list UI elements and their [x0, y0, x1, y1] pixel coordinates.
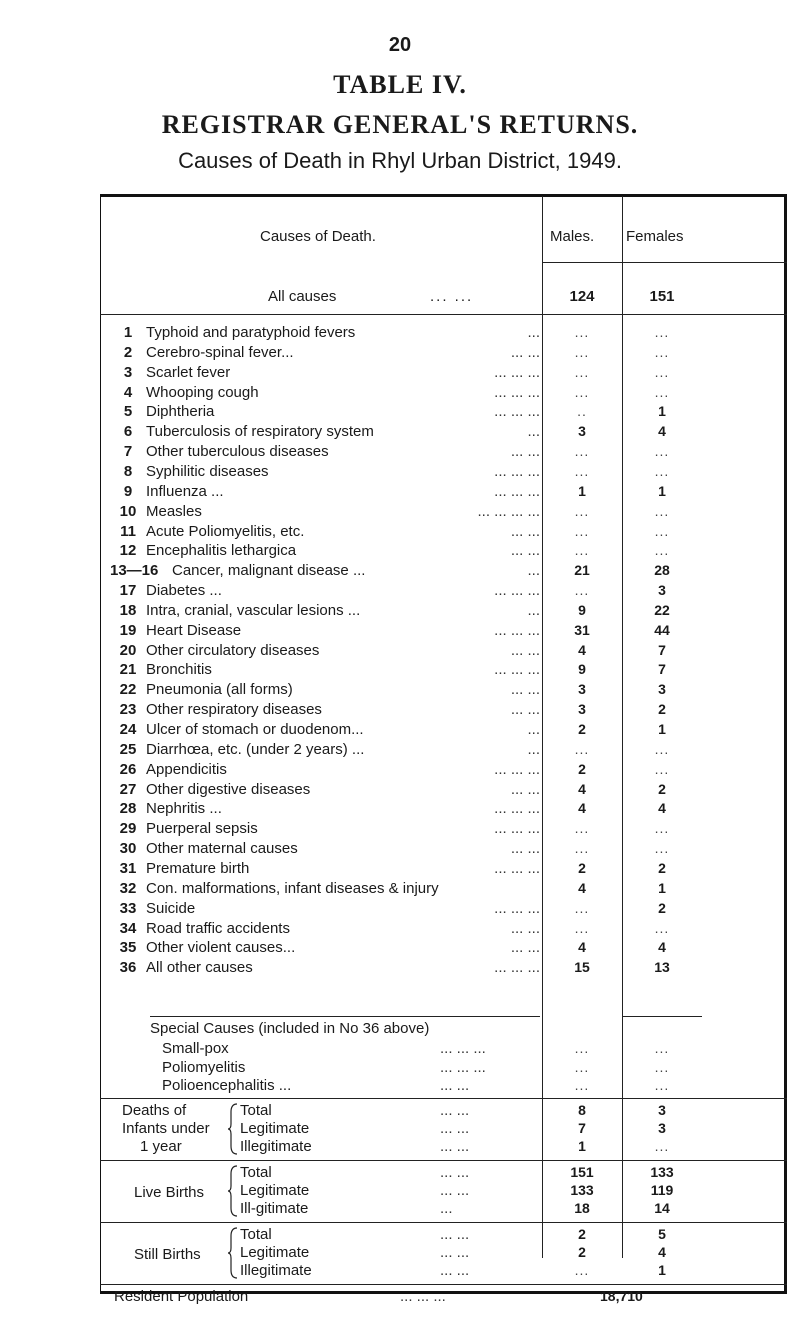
cause-row: [114, 483, 540, 503]
cause-number: 1: [123, 324, 133, 341]
cause-label: Other digestive diseases: [146, 781, 311, 798]
special-cause-dots: ... ... ...: [440, 1040, 486, 1057]
cause-row: [114, 523, 540, 543]
cause-females-value: ...: [654, 364, 670, 380]
cause-dots: ... ... ...: [494, 622, 540, 639]
cause-row: [114, 423, 540, 443]
infant-deaths-label: Total: [240, 1102, 272, 1119]
cause-dots: ... ... ...: [494, 900, 540, 917]
infant-deaths-females-value: 3: [658, 1102, 666, 1118]
cause-dots: ... ...: [510, 840, 540, 857]
cause-dots: ... ...: [510, 939, 540, 956]
cause-row: [114, 900, 540, 920]
live-births-label: Total: [240, 1164, 272, 1181]
cause-males-value: ...: [574, 324, 590, 340]
table-subtitle: REGISTRAR GENERAL'S RETURNS.: [161, 110, 639, 139]
still-births-dots: ... ...: [440, 1262, 470, 1279]
cause-label: Diphtheria: [146, 403, 215, 420]
special-cause-label: Poliomyelitis: [162, 1059, 246, 1076]
population-rule: [100, 1284, 787, 1285]
cause-number: 8: [123, 463, 133, 480]
cause-row: [114, 364, 540, 384]
cause-males-value: 3: [578, 423, 586, 439]
cause-females-value: 2: [658, 781, 666, 797]
all-causes-label: All causes: [268, 288, 337, 305]
cause-label: All other causes: [146, 959, 253, 976]
cause-number: 20: [119, 642, 137, 659]
cause-label: Intra, cranial, vascular lesions ...: [146, 602, 361, 619]
cause-label: Cerebro-spinal fever...: [146, 344, 294, 361]
cause-dots: ... ...: [510, 681, 540, 698]
population-value: 18,710: [600, 1288, 643, 1304]
cause-row: [114, 939, 540, 959]
cause-label: Syphilitic diseases: [146, 463, 269, 480]
cause-label: Nephritis ...: [146, 800, 222, 817]
cause-number: 24: [119, 721, 137, 738]
cause-males-value: ...: [574, 344, 590, 360]
cause-males-value: ...: [574, 503, 590, 519]
header-females: Females: [626, 228, 684, 245]
cause-row: [114, 622, 540, 642]
cause-number: 34: [119, 920, 137, 937]
cause-number: 18: [119, 602, 137, 619]
cause-dots: ... ... ...: [494, 403, 540, 420]
special-cause-males-value: ...: [574, 1077, 590, 1093]
cause-females-value: 28: [654, 562, 670, 578]
cause-row: [114, 761, 540, 781]
cause-males-value: 2: [578, 761, 586, 777]
cause-label: Suicide: [146, 900, 196, 917]
still-births-dots: ... ...: [440, 1226, 470, 1243]
live-births-males-value: 18: [574, 1200, 590, 1216]
live-births-dots: ... ...: [440, 1182, 470, 1199]
still-births-rule: [100, 1222, 787, 1223]
cause-dots: ... ... ...: [494, 483, 540, 500]
cause-number: 36: [119, 959, 137, 976]
live-births-brace: [228, 1164, 238, 1222]
cause-females-value: 7: [658, 642, 666, 658]
cause-males-value: ...: [574, 443, 590, 459]
live-births-females-value: 133: [650, 1164, 674, 1180]
cause-females-value: 3: [658, 582, 666, 598]
cause-females-value: ...: [654, 920, 670, 936]
live-births-label: Ill-gitimate: [240, 1200, 309, 1217]
cause-label: Premature birth: [146, 860, 250, 877]
cause-males-value: 9: [578, 602, 586, 618]
cause-dots: ... ...: [510, 920, 540, 937]
cause-dots: ... ... ...: [494, 463, 540, 480]
all-causes-rule: [100, 314, 787, 315]
cause-females-value: 1: [658, 483, 666, 499]
page-number: 20: [388, 34, 412, 56]
still-births-females-value: 1: [658, 1262, 666, 1278]
special-rule: [150, 1016, 540, 1017]
cause-label: Influenza ...: [146, 483, 224, 500]
cause-males-value: ...: [574, 900, 590, 916]
cause-number: 9: [123, 483, 133, 500]
cause-females-value: 1: [658, 403, 666, 419]
cause-row: [114, 324, 540, 344]
cause-label: Appendicitis: [146, 761, 227, 778]
cause-label: Con. malformations, infant diseases & injury: [146, 880, 439, 897]
cause-label: Road traffic accidents: [146, 920, 290, 937]
cause-dots: ... ... ...: [494, 661, 540, 678]
cause-males-value: 4: [578, 800, 586, 816]
cause-dots: ... ...: [510, 542, 540, 559]
cause-dots: ... ...: [510, 781, 540, 798]
cause-label: Whooping cough: [146, 384, 259, 401]
cause-dots: ...: [527, 721, 540, 738]
cause-males-value: 21: [574, 562, 590, 578]
cause-label: Encephalitis lethargica: [146, 542, 297, 559]
infants-left-2: Infants under: [122, 1120, 210, 1137]
cause-females-value: ...: [654, 523, 670, 539]
infants-left-3: 1 year: [140, 1138, 182, 1155]
cause-dots: ... ... ...: [494, 860, 540, 877]
special-cause-males-value: ...: [574, 1059, 590, 1075]
cause-row: [114, 880, 540, 900]
live-births-females-value: 14: [654, 1200, 670, 1216]
special-cause-dots: ... ... ...: [440, 1059, 486, 1076]
cause-row: [114, 582, 540, 602]
cause-females-value: 4: [658, 423, 666, 439]
cause-dots: ...: [527, 602, 540, 619]
special-cause-females-value: ...: [654, 1040, 670, 1056]
special-cause-females-value: ...: [654, 1059, 670, 1075]
special-heading: Special Causes (included in No 36 above): [150, 1020, 430, 1037]
still-births-left: Still Births: [134, 1246, 201, 1263]
cause-dots: ...: [527, 324, 540, 341]
cause-row: [114, 384, 540, 404]
cause-males-value: 3: [578, 701, 586, 717]
all-causes-females: 151: [649, 288, 675, 305]
cause-dots: ... ...: [510, 523, 540, 540]
infant-deaths-dots: ... ...: [440, 1120, 470, 1137]
cause-row: [114, 542, 540, 562]
cause-number: 17: [119, 582, 137, 599]
cause-males-value: 4: [578, 781, 586, 797]
cause-females-value: 1: [658, 721, 666, 737]
table-title: TABLE IV.: [333, 70, 467, 99]
cause-females-value: 44: [654, 622, 670, 638]
population-dots: ... ... ...: [400, 1288, 446, 1305]
still-births-males-value: 2: [578, 1244, 586, 1260]
cause-females-value: ...: [654, 324, 670, 340]
cause-number: 7: [123, 443, 133, 460]
cause-row: [114, 781, 540, 801]
cause-number: 5: [123, 403, 133, 420]
cause-row: [114, 920, 540, 940]
cause-males-value: 31: [574, 622, 590, 638]
cause-number: 10: [119, 503, 137, 520]
infants-brace: [228, 1102, 238, 1160]
cause-females-value: ...: [654, 384, 670, 400]
cause-males-value: 2: [578, 721, 586, 737]
cause-label: Cancer, malignant disease ...: [172, 562, 366, 579]
cause-label: Heart Disease: [146, 622, 242, 639]
cause-males-value: ...: [574, 463, 590, 479]
still-births-label: Total: [240, 1226, 272, 1243]
cause-row: [114, 344, 540, 364]
cause-males-value: 1: [578, 483, 586, 499]
live-births-females-value: 119: [650, 1182, 674, 1198]
cause-row: [114, 800, 540, 820]
cause-label: Measles: [146, 503, 202, 520]
cause-females-value: ...: [654, 820, 670, 836]
live-births-dots: ...: [440, 1200, 453, 1217]
cause-dots: ... ...: [510, 701, 540, 718]
cause-label: Diabetes ...: [146, 582, 222, 599]
cause-row: [114, 721, 540, 741]
cause-row: [114, 681, 540, 701]
infant-deaths-dots: ... ...: [440, 1138, 470, 1155]
cause-number: 2: [123, 344, 133, 361]
cause-males-value: ...: [574, 364, 590, 380]
cause-number: 4: [123, 384, 133, 401]
cause-label: Bronchitis: [146, 661, 212, 678]
cause-label: Other maternal causes: [146, 840, 298, 857]
cause-females-value: 2: [658, 701, 666, 717]
cause-females-value: ...: [654, 741, 670, 757]
cause-label: Diarrhœa, etc. (under 2 years) ...: [146, 741, 365, 758]
cause-row: [114, 602, 540, 622]
special-cause-label: Polioencephalitis ...: [162, 1077, 292, 1094]
cause-females-value: 22: [654, 602, 670, 618]
cause-males-value: 15: [574, 959, 590, 975]
cause-row: [114, 701, 540, 721]
cause-females-value: 1: [658, 880, 666, 896]
cause-males-value: 4: [578, 880, 586, 896]
cause-males-value: ...: [574, 384, 590, 400]
cause-row: [114, 661, 540, 681]
cause-row: [114, 959, 540, 979]
still-births-males-value: 2: [578, 1226, 586, 1242]
still-births-males-value: ...: [574, 1262, 590, 1278]
infant-deaths-label: Illegitimate: [240, 1138, 312, 1155]
cause-males-value: ...: [574, 920, 590, 936]
still-births-females-value: 5: [658, 1226, 666, 1242]
cause-number: 35: [119, 939, 137, 956]
cause-dots: ... ...: [510, 443, 540, 460]
cause-females-value: 2: [658, 860, 666, 876]
cause-number: 13—16: [110, 562, 159, 579]
live-births-males-value: 133: [570, 1182, 594, 1198]
infants-rule: [100, 1098, 787, 1099]
still-births-brace: [228, 1226, 238, 1284]
cause-row: [114, 840, 540, 860]
cause-row: [114, 642, 540, 662]
cause-number: 22: [119, 681, 137, 698]
cause-row: [114, 860, 540, 880]
cause-females-value: ...: [654, 503, 670, 519]
cause-number: 25: [119, 741, 137, 758]
cause-females-value: 13: [654, 959, 670, 975]
cause-row: [114, 820, 540, 840]
cause-number: 32: [119, 880, 137, 897]
cause-females-value: 2: [658, 900, 666, 916]
cause-row: [114, 443, 540, 463]
still-births-females-value: 4: [658, 1244, 666, 1260]
special-cause-label: Small-pox: [162, 1040, 229, 1057]
cause-number: 30: [119, 840, 137, 857]
table-caption: Causes of Death in Rhyl Urban District, 1949.: [178, 148, 622, 173]
cause-males-value: 4: [578, 642, 586, 658]
still-births-dots: ... ...: [440, 1244, 470, 1261]
cause-females-value: 4: [658, 939, 666, 955]
cause-males-value: ...: [574, 542, 590, 558]
cause-males-value: ..: [577, 403, 587, 419]
cause-females-value: ...: [654, 761, 670, 777]
cause-males-value: 4: [578, 939, 586, 955]
cause-row: [114, 403, 540, 423]
cause-number: 31: [119, 860, 137, 877]
cause-males-value: ...: [574, 523, 590, 539]
infant-deaths-label: Legitimate: [240, 1120, 310, 1137]
cause-dots: ... ... ...: [494, 582, 540, 599]
cause-dots: ... ... ...: [494, 384, 540, 401]
cause-number: 19: [119, 622, 137, 639]
cause-row: [114, 463, 540, 483]
cause-label: Pneumonia (all forms): [146, 681, 293, 698]
live-births-label: Legitimate: [240, 1182, 310, 1199]
live-births-dots: ... ...: [440, 1164, 470, 1181]
cause-dots: ... ... ...: [494, 820, 540, 837]
cause-females-value: ...: [654, 344, 670, 360]
cause-males-value: 3: [578, 681, 586, 697]
infant-deaths-males-value: 1: [578, 1138, 586, 1154]
cause-label: Typhoid and paratyphoid fevers: [146, 324, 356, 341]
cause-label: Other respiratory diseases: [146, 701, 322, 718]
cause-females-value: ...: [654, 542, 670, 558]
cause-dots: ...: [527, 562, 540, 579]
header-causes: Causes of Death.: [260, 228, 376, 245]
cause-label: Tuberculosis of respiratory system: [146, 423, 374, 440]
cause-number: 12: [119, 542, 137, 559]
cause-dots: ... ... ... ...: [477, 503, 540, 520]
special-cause-males-value: ...: [574, 1040, 590, 1056]
header-rule: [542, 262, 787, 263]
cause-males-value: ...: [574, 582, 590, 598]
cause-number: 21: [119, 661, 137, 678]
cause-males-value: ...: [574, 820, 590, 836]
cause-females-value: ...: [654, 840, 670, 856]
cause-dots: ... ... ...: [494, 959, 540, 976]
population-label: Resident Population: [114, 1288, 249, 1305]
cause-label: Other tuberculous diseases: [146, 443, 329, 460]
cause-females-value: 3: [658, 681, 666, 697]
header-males: Males.: [550, 228, 595, 245]
cause-label: Ulcer of stomach or duodenom...: [146, 721, 364, 738]
cause-males-value: ...: [574, 840, 590, 856]
cause-females-value: 7: [658, 661, 666, 677]
cause-label: Puerperal sepsis: [146, 820, 258, 837]
cause-row: [110, 562, 540, 582]
cause-number: 23: [119, 701, 137, 718]
cause-number: 27: [119, 781, 137, 798]
infants-left-1: Deaths of: [122, 1102, 187, 1119]
live-births-left: Live Births: [134, 1184, 205, 1201]
cause-label: Scarlet fever: [146, 364, 231, 381]
cause-row: [114, 741, 540, 761]
cause-dots: ...: [527, 423, 540, 440]
still-births-label: Illegitimate: [240, 1262, 312, 1279]
cause-number: 29: [119, 820, 137, 837]
cause-number: 33: [119, 900, 137, 917]
special-cause-dots: ... ...: [440, 1077, 470, 1094]
cause-females-value: ...: [654, 463, 670, 479]
infant-deaths-females-value: 3: [658, 1120, 666, 1136]
cause-number: 6: [123, 423, 133, 440]
cause-males-value: 2: [578, 860, 586, 876]
still-births-label: Legitimate: [240, 1244, 310, 1261]
cause-dots: ... ...: [510, 642, 540, 659]
live-births-males-value: 151: [570, 1164, 594, 1180]
infant-deaths-males-value: 7: [578, 1120, 586, 1136]
cause-males-value: 9: [578, 661, 586, 677]
cause-label: Other circulatory diseases: [146, 642, 320, 659]
all-causes-males: 124: [569, 288, 595, 305]
cause-dots: ... ... ...: [494, 800, 540, 817]
infant-deaths-males-value: 8: [578, 1102, 586, 1118]
cause-dots: ... ... ...: [494, 761, 540, 778]
cause-row: [114, 503, 540, 523]
cause-number: 26: [119, 761, 137, 778]
cause-dots: ...: [527, 741, 540, 758]
cause-males-value: ...: [574, 741, 590, 757]
cause-label: Other violent causes...: [146, 939, 296, 956]
cause-label: Acute Poliomyelitis, etc.: [146, 523, 305, 540]
cause-dots: ... ...: [510, 344, 540, 361]
infant-deaths-females-value: ...: [654, 1138, 670, 1154]
live-births-rule: [100, 1160, 787, 1161]
cause-females-value: 4: [658, 800, 666, 816]
special-rule-females: [622, 1016, 702, 1017]
cause-number: 28: [119, 800, 137, 817]
cause-dots: ... ... ...: [494, 364, 540, 381]
all-causes-dots: ... ...: [430, 288, 474, 305]
cause-females-value: ...: [654, 443, 670, 459]
cause-number: 3: [123, 364, 133, 381]
cause-number: 11: [120, 523, 136, 540]
special-cause-females-value: ...: [654, 1077, 670, 1093]
infant-deaths-dots: ... ...: [440, 1102, 470, 1119]
